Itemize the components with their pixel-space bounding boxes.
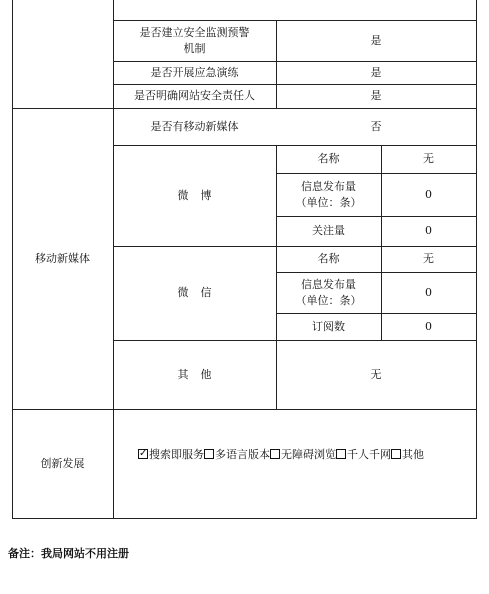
weibo-posts-label: 信息发布量 （单位：条） (295, 179, 362, 209)
row-value-alarm: 是 (370, 33, 382, 47)
wechat-name-value: 无 (423, 252, 434, 265)
wechat-subs-label: 订阅数 (312, 319, 345, 333)
table-rule (476, 0, 477, 519)
wechat-posts-label: 信息发布量 （单位：条） (295, 277, 362, 307)
weibo-posts-value: 0 (425, 187, 432, 201)
option-accessibility[interactable]: 无障碍浏览 (270, 446, 336, 462)
section-label-innovation: 创新发展 (40, 456, 85, 470)
weibo-name-value: 无 (423, 152, 434, 165)
weibo-follow-value: 0 (425, 224, 432, 237)
table-rule (12, 518, 477, 519)
row-label-has-mobile: 是否有移动新媒体 (150, 119, 239, 133)
checkbox-icon[interactable] (336, 449, 346, 459)
weibo-name-label: 名称 (317, 152, 340, 165)
footnote: 备注：我局网站不用注册 (8, 547, 129, 560)
checkbox-icon[interactable] (391, 449, 401, 459)
option-other[interactable]: 其他 (391, 446, 424, 462)
checkbox-icon[interactable] (204, 449, 214, 459)
row-label-alarm: 是否建立安全监测预警 机制 (139, 25, 250, 55)
other-label: 其他 (177, 367, 224, 381)
weibo-follow-label: 关注量 (312, 224, 345, 237)
innovation-options (138, 446, 424, 462)
section-label-mobile-media: 移动新媒体 (35, 251, 90, 265)
wechat-posts-value: 0 (425, 285, 432, 299)
row-value-owner: 是 (370, 89, 382, 102)
row-value-drill: 是 (370, 65, 382, 79)
row-label-owner: 是否明确网站安全责任人 (134, 89, 255, 102)
option-search-service[interactable]: ✓ 搜索即服务 (139, 448, 204, 461)
row-value-has-mobile: 否 (370, 119, 382, 133)
wechat-name-label: 名称 (317, 252, 340, 265)
checkbox-icon[interactable] (270, 449, 280, 459)
option-personalized[interactable]: 千人千网 (336, 446, 391, 462)
row-label-drill: 是否开展应急演练 (150, 65, 239, 79)
other-value: 无 (370, 367, 382, 381)
weibo-label: 微博 (177, 188, 224, 202)
wechat-subs-value: 0 (425, 319, 432, 333)
wechat-label: 微信 (177, 286, 224, 299)
option-multilingual[interactable]: 多语言版本 (204, 446, 270, 462)
checkbox-icon[interactable]: ✓ (139, 448, 148, 459)
